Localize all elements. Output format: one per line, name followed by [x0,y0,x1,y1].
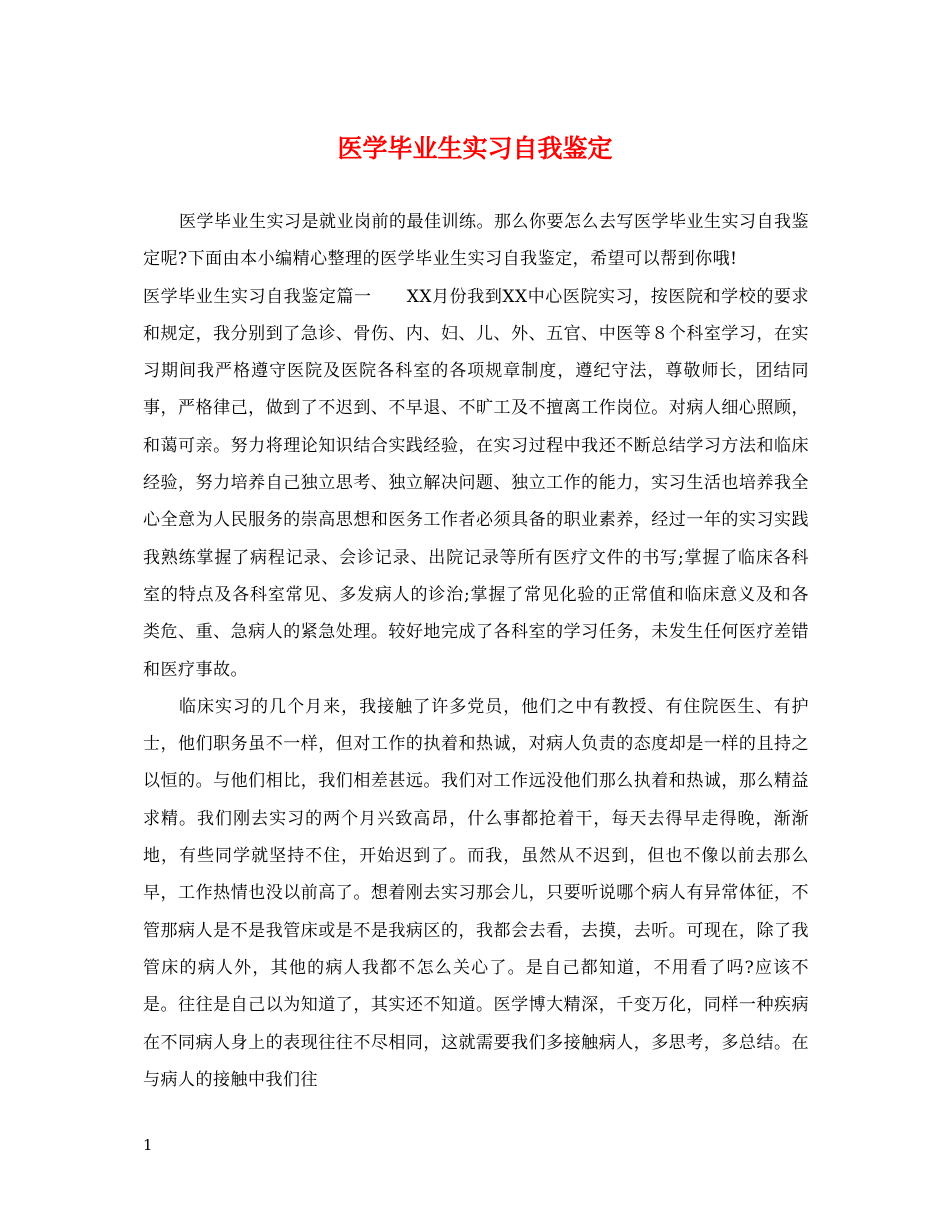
document-body [143,204,809,1099]
intro-paragraph: 医学毕业生实习是就业岗前的最佳训练。那么你要怎么去写医学毕业生实习自我鉴定呢?下面由本小编精心整理的医学毕业生实习自我鉴定，希望可以帮到你哦! [143,212,809,270]
page-number: 1 [143,1136,153,1154]
page-title: 医学毕业生实习自我鉴定 [337,134,613,163]
clinical-experience-paragraph: 临床实习的几个月来，我接触了许多党员，他们之中有教授、有住院医生、有护士，他们职务虽不一样，但对工作的执着和热诚，对病人负责的态度却是一样的且持之以恒的。与他们相比，我们相差甚远。我们对工作远没他们那么执着和热诚，那么精益求精。我们刚去实习的两个月兴致高昂，什么事都抢着干，每天去得早走得晚，渐渐地，有些同学就坚持不住，开始迟到了。而我，虽然从不迟到，但也不像以前去那么早，工作热情也没以前高了。想着刚去实习那会儿，只要听说哪个病人有异常体征，不管那病人是不是我管床或是不是我病区的，我都会去看，去摸，去听。可现在，除了我管床的病人外，其他的病人我都不怎么关心了。是自己都知道，不用看了吗?应该不是。往往是自己以为知道了，其实还不知道。医学博大精深，千变万化，同样一种疾病在不同病人身上的表现往往不尽相同，这就需要我们多接触病人，多思考，多总结。在与病人的接触中我们往 [143,696,809,1090]
section-one-paragraph: 医学毕业生实习自我鉴定篇一 XX月份我到XX中心医院实习，按医院和学校的要求和规定，我分别到了急诊、骨伤、内、妇、儿、外、五官、中医等８个科室学习，在实习期间我严格遵守医院及医院各科室的各项规章制度，遵纪守法，尊敬师长，团结同事，严格律己，做到了不迟到、不早退、不旷工及不擅离工作岗位。对病人细心照顾，和蔼可亲。努力将理论知识结合实践经验，在实习过程中我还不断总结学习方法和临床经验，努力培养自己独立思考、独立解决问题、独立工作的能力，实习生活也培养我全心全意为人民服务的崇高思想和医务工作者必须具备的职业素养，经过一年的实习实践我熟练掌握了病程记录、会诊记录、出院记录等所有医疗文件的书写;掌握了临床各科室的特点及各科室常见、多发病人的诊治;掌握了常见化验的正常值和临床意义及和各类危、重、急病人的紧急处理。较好地完成了各科室的学习任务，未发生任何医疗差错和医疗事故。 [143,286,809,680]
